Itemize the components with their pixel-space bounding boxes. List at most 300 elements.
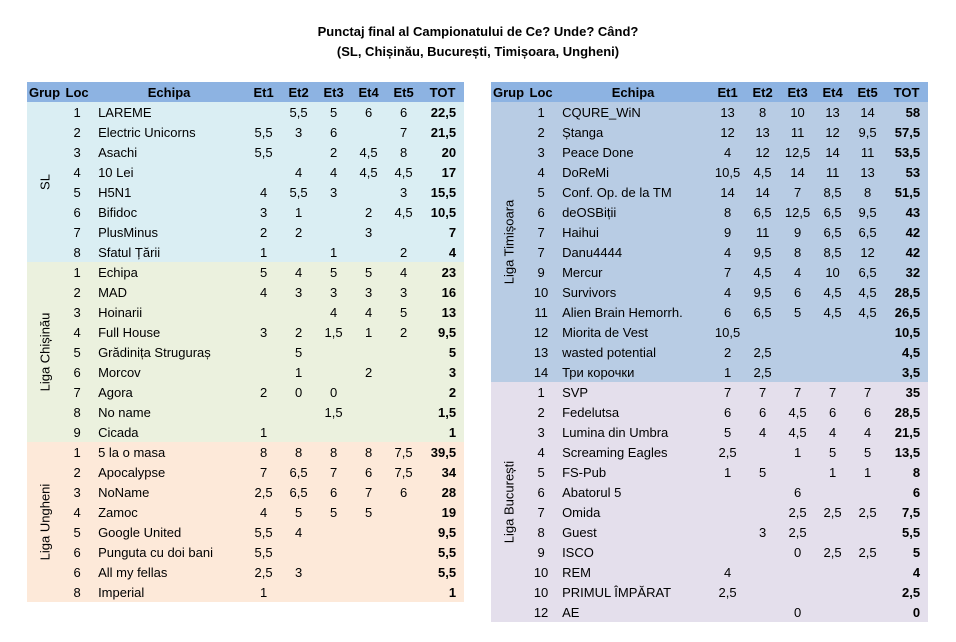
- stage-score-cell: 6: [863, 404, 872, 420]
- stage-score-cell: 2,5: [858, 504, 877, 520]
- table-row: [491, 282, 928, 302]
- team-name-cell: Fedelutsa: [562, 404, 620, 420]
- column-header: Et3: [316, 82, 351, 102]
- table-row: [491, 402, 928, 422]
- stage-score-cell: [710, 542, 745, 562]
- stage-score-cell: [745, 482, 780, 502]
- place-cell: 7: [537, 244, 545, 260]
- place-cell: 11: [534, 304, 548, 320]
- stage-score-cell: 13: [720, 104, 735, 120]
- stage-score-cell: 6: [828, 404, 837, 420]
- stage-score-cell: 2,5: [823, 504, 842, 520]
- stage-score-cell: 1: [723, 464, 732, 480]
- team-name-cell: Lumina din Umbra: [562, 424, 669, 440]
- column-header: Grup: [27, 82, 62, 102]
- team-name-cell: FS-Pub: [562, 464, 607, 480]
- place-cell: 5: [73, 524, 81, 540]
- stage-score-cell: [850, 362, 885, 382]
- stage-score-cell: 8: [329, 444, 338, 460]
- table-row: [27, 382, 464, 402]
- stage-score-cell: 7,5: [394, 444, 413, 460]
- stage-score-cell: 10: [825, 264, 840, 280]
- stage-score-cell: [246, 102, 281, 122]
- stage-score-cell: [281, 422, 316, 442]
- place-cell: 3: [537, 144, 545, 160]
- stage-score-cell: [815, 562, 850, 582]
- place-cell: 1: [73, 444, 81, 460]
- stage-score-cell: [281, 302, 316, 322]
- table-row: [491, 582, 928, 602]
- team-name-cell: CQURE_WiN: [562, 104, 641, 120]
- column-header: TOT: [421, 82, 464, 102]
- stage-score-cell: 7: [758, 384, 767, 400]
- total-cell: 5,5: [437, 564, 457, 580]
- place-cell: 9: [73, 424, 81, 440]
- place-cell: 5: [73, 344, 81, 360]
- table-row: [27, 542, 464, 562]
- place-cell: 10: [533, 584, 549, 600]
- stage-score-cell: 9,5: [753, 244, 772, 260]
- place-cell: 7: [537, 224, 545, 240]
- place-cell: 6: [73, 544, 81, 560]
- place-cell: 7: [537, 504, 545, 520]
- stage-score-cell: 5: [828, 444, 837, 460]
- stage-score-cell: 2,5: [753, 344, 772, 360]
- team-name-cell: Grădinița Struguraș: [98, 344, 211, 360]
- stage-score-cell: 1: [329, 244, 338, 260]
- team-name-cell: Mercur: [562, 264, 603, 280]
- total-cell: 42: [905, 224, 921, 240]
- stage-score-cell: [850, 322, 885, 342]
- place-cell: 7: [73, 224, 81, 240]
- stage-score-cell: 6,5: [823, 204, 842, 220]
- table-row: [491, 362, 928, 382]
- stage-score-cell: [386, 382, 421, 402]
- total-cell: 10,5: [894, 324, 921, 340]
- team-name-cell: Ștanga: [562, 124, 604, 140]
- table-row: [491, 542, 928, 562]
- total-cell: 1: [448, 424, 457, 440]
- team-name-cell: Guest: [562, 524, 597, 540]
- stage-score-cell: 1: [259, 424, 268, 440]
- group-label: Liga Ungheni: [37, 483, 53, 561]
- stage-score-cell: 6: [329, 124, 338, 140]
- place-cell: 2: [537, 404, 545, 420]
- stage-score-cell: 5: [364, 504, 373, 520]
- stage-score-cell: 4,5: [858, 304, 877, 320]
- stage-score-cell: [850, 582, 885, 602]
- column-header: Et4: [351, 82, 386, 102]
- stage-score-cell: 3: [329, 284, 338, 300]
- stage-score-cell: [316, 222, 351, 242]
- stage-score-cell: 4: [723, 564, 732, 580]
- stage-score-cell: [316, 562, 351, 582]
- total-cell: 15,5: [430, 184, 457, 200]
- table-row: [491, 122, 928, 142]
- stage-score-cell: [351, 522, 386, 542]
- place-cell: 6: [73, 364, 81, 380]
- stage-score-cell: [316, 582, 351, 602]
- stage-score-cell: 1: [793, 444, 802, 460]
- stage-score-cell: 2: [364, 364, 373, 380]
- team-name-cell: Survivors: [562, 284, 617, 300]
- stage-score-cell: 6: [758, 404, 767, 420]
- stage-score-cell: 1,5: [324, 324, 343, 340]
- team-name-cell: Screaming Eagles: [562, 444, 668, 460]
- stage-score-cell: 1: [259, 244, 268, 260]
- stage-score-cell: 14: [860, 104, 875, 120]
- table-row: [491, 322, 928, 342]
- total-cell: 9,5: [437, 524, 457, 540]
- stage-score-cell: 2: [294, 324, 303, 340]
- total-cell: 28,5: [894, 284, 921, 300]
- stage-score-cell: 1: [828, 464, 837, 480]
- stage-score-cell: 1: [723, 364, 732, 380]
- place-cell: 8: [73, 244, 81, 260]
- table-row: [491, 142, 928, 162]
- team-name-cell: PlusMinus: [98, 224, 159, 240]
- stage-score-cell: 7: [723, 384, 732, 400]
- stage-score-cell: 1: [294, 364, 303, 380]
- column-header: Et2: [281, 82, 316, 102]
- group-label: Liga Timișoara: [501, 199, 517, 285]
- place-cell: 4: [537, 444, 545, 460]
- stage-score-cell: 2,5: [788, 504, 807, 520]
- stage-score-cell: 5: [329, 104, 338, 120]
- place-cell: 4: [73, 164, 81, 180]
- stage-score-cell: 6,5: [858, 264, 877, 280]
- stage-score-cell: [316, 202, 351, 222]
- stage-score-cell: 2: [723, 344, 732, 360]
- stage-score-cell: 2: [399, 324, 408, 340]
- total-cell: 7: [448, 224, 457, 240]
- stage-score-cell: 6,5: [289, 464, 308, 480]
- stage-score-cell: 2,5: [718, 444, 737, 460]
- stage-score-cell: 4: [758, 424, 767, 440]
- table-row: [491, 302, 928, 322]
- page-title: Punctaj final al Campionatului de Ce? Unde? Când?: [317, 24, 639, 39]
- total-cell: 3,5: [901, 364, 921, 380]
- table-row: [27, 482, 464, 502]
- stage-score-cell: 8,5: [823, 184, 842, 200]
- place-cell: 12: [533, 324, 549, 340]
- place-cell: 1: [73, 264, 81, 280]
- stage-score-cell: 8: [294, 444, 303, 460]
- total-cell: 32: [905, 264, 921, 280]
- group-cell: [27, 442, 62, 602]
- stage-score-cell: 4: [723, 144, 732, 160]
- place-cell: 14: [533, 364, 549, 380]
- stage-score-cell: [246, 362, 281, 382]
- stage-score-cell: 5: [723, 424, 732, 440]
- table-row: [27, 182, 464, 202]
- stage-score-cell: 5,5: [254, 544, 273, 560]
- stage-score-cell: 6: [399, 484, 408, 500]
- stage-score-cell: 6,5: [289, 484, 308, 500]
- column-header: Et3: [780, 82, 815, 102]
- stage-score-cell: 10,5: [714, 164, 741, 180]
- total-cell: 4: [448, 244, 457, 260]
- place-cell: 12: [533, 604, 549, 620]
- team-name-cell: Full House: [98, 324, 161, 340]
- column-header: Grup: [491, 82, 526, 102]
- table-row: [27, 202, 464, 222]
- stage-score-cell: 1: [364, 324, 373, 340]
- stage-score-cell: 3: [294, 564, 303, 580]
- stage-score-cell: 1,5: [324, 404, 343, 420]
- stage-score-cell: 7: [329, 464, 338, 480]
- table-row: [491, 482, 928, 502]
- stage-score-cell: 7: [828, 384, 837, 400]
- table-row: [491, 442, 928, 462]
- stage-score-cell: [780, 322, 815, 342]
- stage-score-cell: 8,5: [823, 244, 842, 260]
- table-row: [27, 222, 464, 242]
- stage-score-cell: 4: [793, 264, 802, 280]
- table-row: [491, 422, 928, 442]
- stage-score-cell: [386, 522, 421, 542]
- stage-score-cell: 2,5: [753, 364, 772, 380]
- total-cell: 8: [912, 464, 921, 480]
- stage-score-cell: [710, 602, 745, 622]
- total-cell: 20: [441, 144, 457, 160]
- table-row: [27, 462, 464, 482]
- total-cell: 9,5: [437, 324, 457, 340]
- stage-score-cell: 12,5: [784, 204, 811, 220]
- total-cell: 34: [441, 464, 457, 480]
- stage-score-cell: 2: [259, 384, 268, 400]
- header-row: [27, 82, 464, 102]
- stage-score-cell: 3: [329, 184, 338, 200]
- table-row: [491, 522, 928, 542]
- stage-score-cell: 7,5: [394, 464, 413, 480]
- stage-score-cell: 11: [755, 224, 770, 240]
- stage-score-cell: 5,5: [254, 524, 273, 540]
- total-cell: 3: [448, 364, 457, 380]
- team-name-cell: All my fellas: [98, 564, 168, 580]
- total-cell: 17: [441, 164, 457, 180]
- team-name-cell: H5N1: [98, 184, 132, 200]
- team-name-cell: Zamoc: [98, 504, 138, 520]
- total-cell: 6: [912, 484, 921, 500]
- table-row: [27, 102, 464, 122]
- stage-score-cell: 7: [364, 484, 373, 500]
- page-subtitle: (SL, Chișinău, București, Timișoara, Ungheni): [336, 44, 620, 59]
- team-name-cell: Imperial: [98, 584, 145, 600]
- place-cell: 3: [73, 144, 81, 160]
- team-name-cell: Bifidoc: [98, 204, 138, 220]
- table-row: [27, 162, 464, 182]
- table-row: [27, 422, 464, 442]
- team-name-cell: SVP: [562, 384, 589, 400]
- stage-score-cell: 9,5: [753, 284, 772, 300]
- stage-score-cell: [780, 582, 815, 602]
- stage-score-cell: [281, 582, 316, 602]
- place-cell: 8: [537, 524, 545, 540]
- total-cell: 13: [441, 304, 457, 320]
- stage-score-cell: [316, 342, 351, 362]
- stage-score-cell: [815, 362, 850, 382]
- stage-score-cell: 8: [758, 104, 767, 120]
- table-row: [491, 182, 928, 202]
- table-row: [27, 402, 464, 422]
- stage-score-cell: [780, 562, 815, 582]
- column-header: Et2: [745, 82, 780, 102]
- total-cell: 5: [448, 344, 457, 360]
- stage-score-cell: [780, 342, 815, 362]
- team-name-cell: Peace Done: [562, 144, 634, 160]
- place-cell: 6: [537, 484, 545, 500]
- stage-score-cell: 12: [755, 144, 770, 160]
- stage-score-cell: 9: [723, 224, 732, 240]
- stage-score-cell: 8: [364, 444, 373, 460]
- place-cell: 4: [73, 504, 81, 520]
- stage-score-cell: 9,5: [858, 204, 877, 220]
- place-cell: 7: [73, 384, 81, 400]
- stage-score-cell: [815, 582, 850, 602]
- stage-score-cell: [815, 342, 850, 362]
- total-cell: 58: [905, 104, 921, 120]
- stage-score-cell: 1: [294, 204, 303, 220]
- place-cell: 6: [537, 204, 545, 220]
- place-cell: 3: [537, 424, 545, 440]
- table-row: [27, 502, 464, 522]
- stage-score-cell: [316, 422, 351, 442]
- table-row: [491, 562, 928, 582]
- stage-score-cell: [316, 522, 351, 542]
- stage-score-cell: 6: [793, 284, 802, 300]
- stage-score-cell: [351, 582, 386, 602]
- stage-score-cell: 2,5: [254, 484, 273, 500]
- team-name-cell: Punguta cu doi bani: [98, 544, 213, 560]
- team-name-cell: Три корочки: [562, 364, 635, 380]
- total-cell: 26,5: [894, 304, 921, 320]
- stage-score-cell: 13: [755, 124, 770, 140]
- stage-score-cell: 13: [860, 164, 875, 180]
- place-cell: 8: [73, 404, 81, 420]
- team-name-cell: ISCO: [562, 544, 594, 560]
- place-cell: 5: [537, 184, 545, 200]
- place-cell: 3: [73, 304, 81, 320]
- team-name-cell: deOSBiții: [562, 204, 617, 220]
- stage-score-cell: [386, 222, 421, 242]
- stage-score-cell: 4,5: [359, 164, 378, 180]
- team-name-cell: Google United: [98, 524, 182, 540]
- stage-score-cell: 11: [860, 144, 875, 160]
- stage-score-cell: 4: [828, 424, 837, 440]
- total-cell: 2,5: [901, 584, 921, 600]
- stage-score-cell: [780, 362, 815, 382]
- stage-score-cell: [710, 522, 745, 542]
- team-name-cell: MAD: [98, 284, 127, 300]
- team-name-cell: Miorita de Vest: [562, 324, 649, 340]
- place-cell: 8: [73, 584, 81, 600]
- stage-score-cell: 3: [399, 184, 408, 200]
- table-row: [491, 222, 928, 242]
- stage-score-cell: 3: [758, 524, 767, 540]
- stage-score-cell: [386, 542, 421, 562]
- stage-score-cell: 6,5: [753, 204, 772, 220]
- stage-score-cell: [850, 562, 885, 582]
- place-cell: 2: [73, 284, 81, 300]
- stage-score-cell: 4: [723, 244, 732, 260]
- stage-score-cell: 4: [723, 284, 732, 300]
- table-row: [491, 602, 928, 622]
- stage-score-cell: [745, 322, 780, 342]
- stage-score-cell: 4: [294, 264, 303, 280]
- stage-score-cell: 6: [793, 484, 802, 500]
- stage-score-cell: 3: [259, 324, 268, 340]
- table-row: [491, 502, 928, 522]
- stage-score-cell: 3: [259, 204, 268, 220]
- table-row: [491, 162, 928, 182]
- stage-score-cell: [745, 562, 780, 582]
- place-cell: 1: [537, 104, 545, 120]
- stage-score-cell: 7: [793, 384, 802, 400]
- stage-score-cell: 12,5: [784, 144, 811, 160]
- total-cell: 22,5: [430, 104, 457, 120]
- group-cell: [27, 102, 62, 262]
- stage-score-cell: [745, 542, 780, 562]
- stage-score-cell: [281, 242, 316, 262]
- column-header: Echipa: [556, 82, 710, 102]
- team-name-cell: Morcov: [98, 364, 141, 380]
- total-cell: 5: [912, 544, 921, 560]
- stage-score-cell: 6: [329, 484, 338, 500]
- stage-score-cell: 2: [294, 224, 303, 240]
- header-row: [491, 82, 928, 102]
- stage-score-cell: [745, 502, 780, 522]
- stage-score-cell: 10,5: [714, 324, 741, 340]
- stage-score-cell: [386, 362, 421, 382]
- stage-score-cell: 2: [364, 204, 373, 220]
- stage-score-cell: 1: [863, 464, 872, 480]
- team-name-cell: wasted potential: [562, 344, 657, 360]
- stage-score-cell: [386, 342, 421, 362]
- stage-score-cell: [710, 482, 745, 502]
- stage-score-cell: 5,5: [289, 184, 308, 200]
- stage-score-cell: 6: [364, 464, 373, 480]
- stage-score-cell: 4,5: [359, 144, 378, 160]
- place-cell: 13: [533, 344, 549, 360]
- total-cell: 4,5: [901, 344, 921, 360]
- table-row: [27, 242, 464, 262]
- total-cell: 21,5: [894, 424, 921, 440]
- stage-score-cell: 4: [294, 524, 303, 540]
- stage-score-cell: [316, 362, 351, 382]
- place-cell: 6: [73, 564, 81, 580]
- team-name-cell: 10 Lei: [98, 164, 134, 180]
- stage-score-cell: 8: [723, 204, 732, 220]
- table-row: [27, 522, 464, 542]
- stage-score-cell: 2,5: [858, 544, 877, 560]
- stage-score-cell: [815, 322, 850, 342]
- place-cell: 9: [537, 544, 545, 560]
- stage-score-cell: [745, 442, 780, 462]
- stage-score-cell: 5,5: [254, 124, 273, 140]
- stage-score-cell: 14: [755, 184, 770, 200]
- column-header: Et5: [386, 82, 421, 102]
- stage-score-cell: 0: [329, 384, 338, 400]
- team-name-cell: Sfatul Țării: [98, 244, 161, 260]
- stage-score-cell: [386, 402, 421, 422]
- stage-score-cell: 1: [259, 584, 268, 600]
- stage-score-cell: 3: [294, 124, 303, 140]
- stage-score-cell: [780, 462, 815, 482]
- total-cell: 51,5: [894, 184, 921, 200]
- total-cell: 43: [905, 204, 921, 220]
- place-cell: 3: [73, 484, 81, 500]
